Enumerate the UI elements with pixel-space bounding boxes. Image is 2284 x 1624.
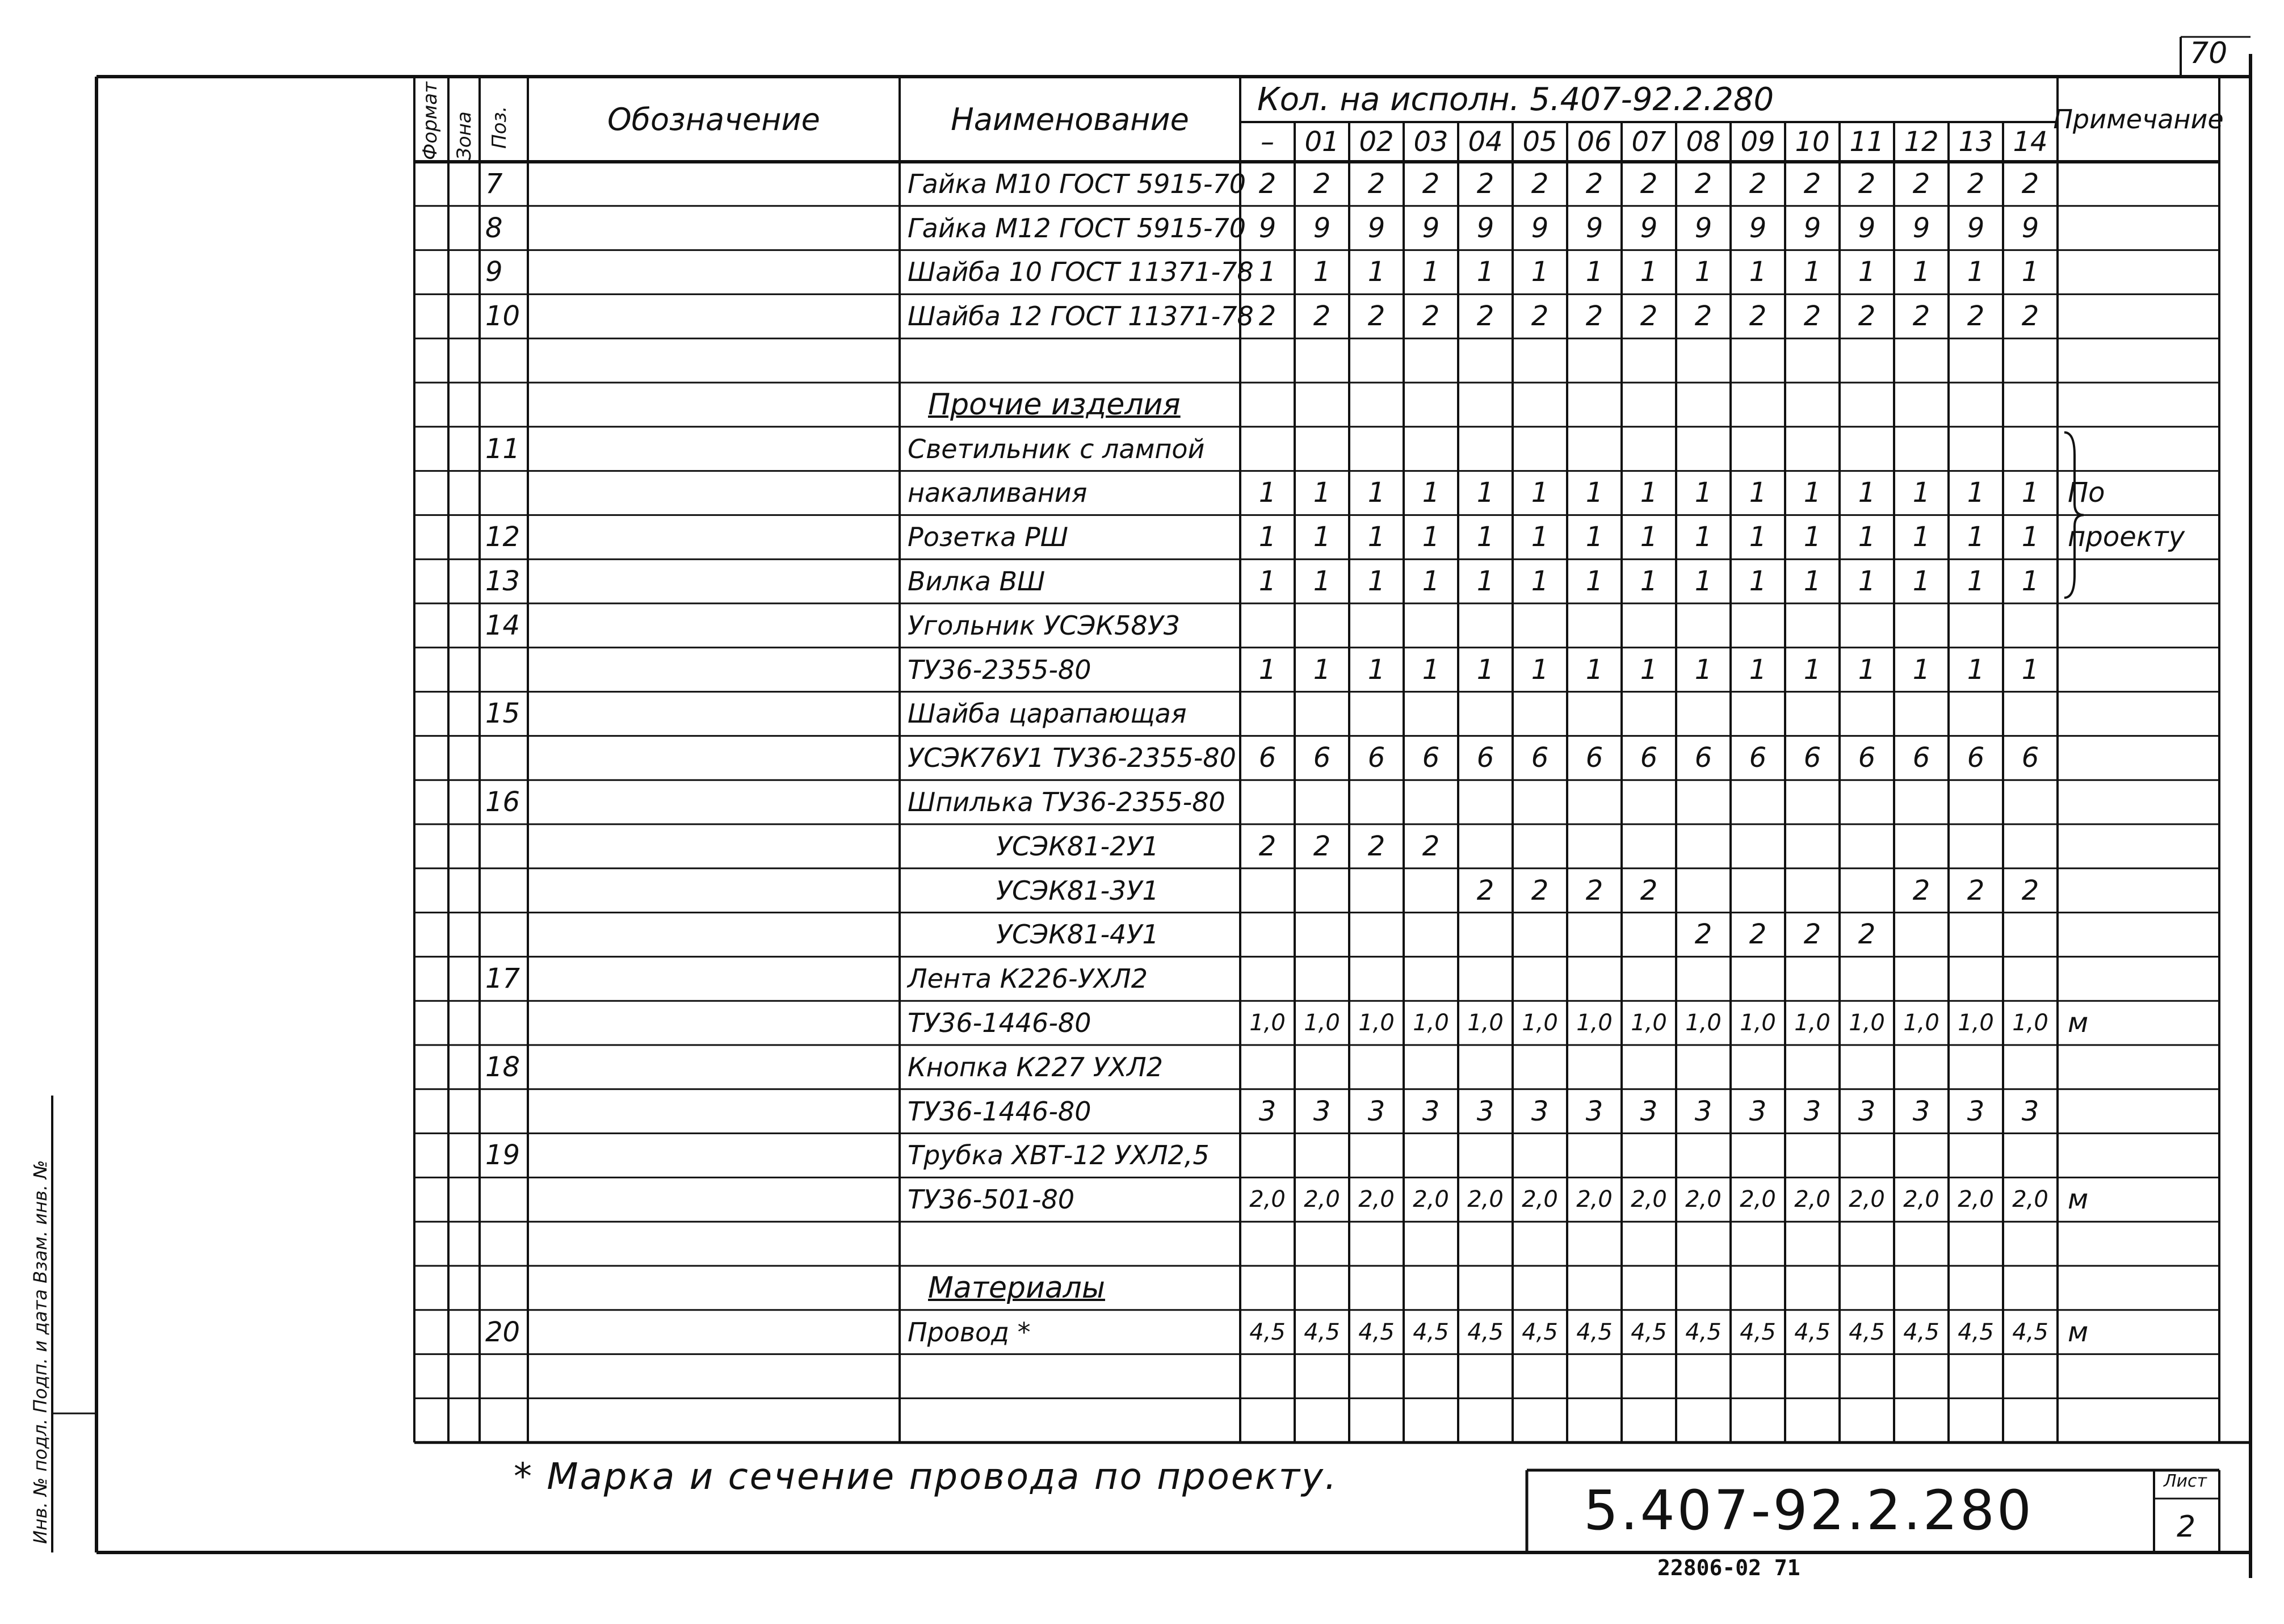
row-note: По	[2068, 477, 2105, 509]
row-qty: 2,0	[1903, 1186, 1939, 1213]
row-qty: 1,0	[1304, 1010, 1340, 1036]
row-qty: 4,5	[1740, 1319, 1776, 1345]
row-qty: 2	[1858, 918, 1876, 951]
row-name: Материалы	[928, 1270, 1105, 1305]
row-qty: 1	[1367, 521, 1385, 553]
header-note: Примечание	[2053, 103, 2224, 135]
row-position: 9	[485, 256, 503, 288]
row-qty: 2,0	[1413, 1186, 1449, 1213]
row-qty: 1,0	[1794, 1010, 1830, 1036]
row-qty: 2	[1967, 300, 1985, 333]
header-format: Формат	[419, 82, 442, 160]
row-name: Светильник с лампой	[908, 433, 1205, 464]
row-qty: 1	[1858, 521, 1876, 553]
row-qty: 1,0	[2012, 1010, 2048, 1036]
row-qty: 2	[1531, 874, 1549, 907]
row-qty: 2	[1313, 830, 1331, 862]
row-qty: 2	[1258, 167, 1277, 200]
row-note: м	[2068, 1316, 2089, 1348]
footnote: * Марка и сечение провода по проекту.	[514, 1456, 1338, 1498]
header-zone: Зона	[453, 111, 476, 160]
row-qty: 9	[1694, 212, 1712, 244]
row-qty: 3	[1422, 1095, 1440, 1127]
row-qty: 4,5	[1358, 1319, 1395, 1345]
row-qty: 2	[2021, 874, 2039, 907]
row-qty: 2	[1313, 300, 1331, 333]
header-designation: Обозначение	[607, 101, 820, 137]
row-qty: 4,5	[1849, 1319, 1885, 1345]
row-qty: 6	[1694, 742, 1712, 774]
row-name: Прочие изделия	[928, 387, 1181, 422]
row-qty: 1	[1258, 521, 1277, 553]
row-qty: 2	[1749, 300, 1767, 333]
row-qty: 9	[1531, 212, 1549, 244]
row-position: 10	[485, 300, 520, 333]
row-qty: 4,5	[1903, 1319, 1939, 1345]
row-qty: 1	[1912, 477, 1930, 509]
row-qty: 9	[1258, 212, 1277, 244]
row-qty: 1,0	[1685, 1010, 1722, 1036]
row-qty: 2	[1640, 874, 1658, 907]
row-qty: 2	[1694, 300, 1712, 333]
row-qty: 1,0	[1413, 1010, 1449, 1036]
row-qty: 4,5	[1794, 1319, 1830, 1345]
row-qty: 2,0	[1740, 1186, 1776, 1213]
row-qty: 2,0	[1358, 1186, 1395, 1213]
row-qty: 2,0	[2012, 1186, 2048, 1213]
sheet-label: Лист	[2164, 1471, 2207, 1491]
row-qty: 1,0	[1522, 1010, 1558, 1036]
row-position: 20	[485, 1316, 520, 1348]
row-qty: 6	[1585, 742, 1603, 774]
row-qty: 6	[1476, 742, 1494, 774]
row-qty: 3	[1367, 1095, 1385, 1127]
header-variant: 01	[1304, 126, 1340, 158]
row-qty: 3	[1912, 1095, 1930, 1127]
row-position: 8	[485, 212, 503, 244]
row-qty: 6	[1531, 742, 1549, 774]
row-qty: 1	[1803, 653, 1821, 686]
row-qty: 1	[1313, 521, 1331, 553]
row-name: ТУ36-1446-80	[908, 1008, 1091, 1039]
row-qty: 1	[2021, 256, 2039, 288]
row-qty: 9	[1803, 212, 1821, 244]
row-qty: 2	[1585, 300, 1603, 333]
row-qty: 1	[1476, 477, 1494, 509]
header-variant: 14	[2013, 126, 2048, 158]
row-qty: 1	[2021, 521, 2039, 553]
row-qty: 6	[1749, 742, 1767, 774]
row-qty: 4,5	[1522, 1319, 1558, 1345]
row-qty: 2	[1803, 300, 1821, 333]
header-qty-title: Кол. на исполн. 5.407-92.2.280	[1257, 81, 1774, 118]
row-position: 16	[485, 786, 520, 819]
row-position: 19	[485, 1139, 520, 1172]
row-qty: 6	[1803, 742, 1821, 774]
row-qty: 1,0	[1358, 1010, 1395, 1036]
row-qty: 1	[1585, 565, 1603, 598]
header-variant: 05	[1522, 126, 1557, 158]
row-qty: 4,5	[1631, 1319, 1667, 1345]
row-name: УСЭК81-3У1	[996, 875, 1159, 906]
row-qty: 2	[1367, 167, 1385, 200]
row-qty: 4,5	[1576, 1319, 1613, 1345]
row-qty: 2	[1367, 300, 1385, 333]
row-qty: 2	[1749, 167, 1767, 200]
row-qty: 1	[1258, 477, 1277, 509]
side-stamp: Инв. № подл. Подп. и дата Взам. инв. №	[30, 1160, 51, 1544]
row-qty: 1	[1422, 653, 1440, 686]
row-qty: 2	[1803, 167, 1821, 200]
row-qty: 1	[1367, 565, 1385, 598]
row-qty: 9	[1476, 212, 1494, 244]
row-qty: 2	[1367, 830, 1385, 862]
row-qty: 9	[1422, 212, 1440, 244]
row-qty: 2,0	[1631, 1186, 1667, 1213]
row-name: ТУ36-501-80	[908, 1184, 1075, 1215]
row-name: Кнопка К227 УХЛ2	[908, 1051, 1164, 1082]
row-qty: 6	[1422, 742, 1440, 774]
row-qty: 1	[1313, 477, 1331, 509]
row-qty: 1	[1749, 521, 1767, 553]
row-qty: 9	[1912, 212, 1930, 244]
header-name: Наименование	[951, 101, 1189, 137]
row-name: ТУ36-1446-80	[908, 1096, 1091, 1127]
row-qty: 1	[2021, 477, 2039, 509]
header-variant: –	[1261, 126, 1274, 158]
row-qty: 2,0	[1849, 1186, 1885, 1213]
row-qty: 1	[1531, 653, 1549, 686]
row-position: 14	[485, 609, 520, 641]
row-name: Гайка М10 ГОСТ 5915-70	[908, 168, 1246, 199]
row-name: Шайба 12 ГОСТ 11371-78	[908, 301, 1254, 332]
row-qty: 3	[1476, 1095, 1494, 1127]
row-qty: 3	[1313, 1095, 1331, 1127]
row-qty: 2	[1967, 167, 1985, 200]
row-position: 12	[485, 521, 520, 553]
row-qty: 3	[1803, 1095, 1821, 1127]
header-variant: 11	[1849, 126, 1884, 158]
row-qty: 1	[1803, 521, 1821, 553]
row-qty: 1,0	[1249, 1010, 1286, 1036]
row-qty: 3	[1967, 1095, 1985, 1127]
header-variant: 10	[1795, 126, 1830, 158]
row-qty: 1	[1967, 653, 1985, 686]
row-qty: 1	[1694, 565, 1712, 598]
row-name: ТУ36-2355-80	[908, 654, 1091, 685]
row-name: Трубка ХВТ-12 УХЛ2,5	[908, 1140, 1210, 1171]
row-qty: 9	[1749, 212, 1767, 244]
header-variant: 03	[1413, 126, 1449, 158]
row-qty: 1	[1858, 256, 1876, 288]
row-qty: 4,5	[1413, 1319, 1449, 1345]
row-qty: 1,0	[1631, 1010, 1667, 1036]
document-code: 5.407-92.2.280	[1584, 1479, 2034, 1542]
row-qty: 9	[1313, 212, 1331, 244]
row-name: Шпилька ТУ36-2355-80	[908, 787, 1225, 818]
row-qty: 2	[1531, 300, 1549, 333]
row-qty: 1	[1422, 565, 1440, 598]
row-qty: 6	[1367, 742, 1385, 774]
row-qty: 1	[1749, 565, 1767, 598]
row-qty: 1	[1585, 521, 1603, 553]
row-position: 17	[485, 963, 520, 995]
row-qty: 2,0	[1304, 1186, 1340, 1213]
row-qty: 4,5	[1304, 1319, 1340, 1345]
row-qty: 9	[1640, 212, 1658, 244]
row-position: 18	[485, 1051, 520, 1083]
row-qty: 1	[1422, 477, 1440, 509]
row-qty: 9	[1858, 212, 1876, 244]
row-position: 15	[485, 698, 520, 730]
row-qty: 2	[1912, 167, 1930, 200]
row-qty: 2	[1640, 167, 1658, 200]
row-qty: 2,0	[1576, 1186, 1613, 1213]
row-qty: 6	[1640, 742, 1658, 774]
row-name: Шайба царапающая	[908, 698, 1187, 729]
header-variant: 02	[1359, 126, 1394, 158]
row-qty: 1,0	[1576, 1010, 1613, 1036]
row-name: УСЭК76У1 ТУ36-2355-80	[908, 742, 1236, 774]
row-qty: 4,5	[1958, 1319, 1994, 1345]
row-name: Шайба 10 ГОСТ 11371-78	[908, 257, 1254, 288]
row-position: 11	[485, 433, 520, 465]
row-name: Вилка ВШ	[908, 566, 1046, 597]
row-qty: 1	[1531, 256, 1549, 288]
row-qty: 9	[1367, 212, 1385, 244]
row-qty: 2	[1531, 167, 1549, 200]
row-name: УСЭК81-2У1	[996, 830, 1159, 862]
row-qty: 2	[1258, 830, 1277, 862]
row-qty: 4,5	[2012, 1319, 2048, 1345]
row-qty: 1	[1640, 521, 1658, 553]
row-qty: 1	[1531, 521, 1549, 553]
row-qty: 2	[1313, 167, 1331, 200]
row-name: Лента К226-УХЛ2	[908, 963, 1148, 994]
row-qty: 4,5	[1249, 1319, 1286, 1345]
row-qty: 2	[1749, 918, 1767, 951]
row-qty: 1,0	[1958, 1010, 1994, 1036]
header-variant: 06	[1577, 126, 1612, 158]
row-qty: 2	[1476, 874, 1494, 907]
row-qty: 6	[2021, 742, 2039, 774]
row-note: проекту	[2068, 521, 2185, 553]
row-qty: 9	[1967, 212, 1985, 244]
row-qty: 1	[1585, 477, 1603, 509]
row-qty: 1	[1531, 477, 1549, 509]
row-qty: 1	[1640, 653, 1658, 686]
row-qty: 1	[1803, 256, 1821, 288]
row-qty: 3	[1531, 1095, 1549, 1127]
row-position: 7	[485, 167, 503, 200]
row-qty: 2,0	[1249, 1186, 1286, 1213]
row-qty: 1	[1858, 565, 1876, 598]
row-qty: 1	[1476, 565, 1494, 598]
row-qty: 2	[1694, 918, 1712, 951]
header-variant: 04	[1468, 126, 1503, 158]
row-qty: 1	[1313, 653, 1331, 686]
row-qty: 1	[1967, 477, 1985, 509]
row-qty: 1	[1803, 477, 1821, 509]
row-qty: 1	[1694, 477, 1712, 509]
row-qty: 1	[1367, 477, 1385, 509]
row-qty: 6	[1858, 742, 1876, 774]
row-qty: 6	[1313, 742, 1331, 774]
row-qty: 1,0	[1740, 1010, 1776, 1036]
row-qty: 1	[1476, 521, 1494, 553]
row-name: УСЭК81-4У1	[996, 919, 1159, 950]
row-qty: 1	[1531, 565, 1549, 598]
row-qty: 1	[1912, 653, 1930, 686]
row-qty: 2	[2021, 167, 2039, 200]
row-qty: 1	[2021, 653, 2039, 686]
header-variant: 08	[1686, 126, 1721, 158]
row-qty: 1	[1258, 256, 1277, 288]
row-qty: 2	[1912, 300, 1930, 333]
header-variant: 13	[1958, 126, 1993, 158]
row-qty: 1	[1749, 653, 1767, 686]
row-qty: 1	[1694, 653, 1712, 686]
row-qty: 2	[1803, 918, 1821, 951]
row-qty: 1	[1313, 565, 1331, 598]
row-name: Розетка РШ	[908, 522, 1068, 553]
row-qty: 4,5	[1467, 1319, 1504, 1345]
row-qty: 2	[1967, 874, 1985, 907]
row-qty: 3	[1585, 1095, 1603, 1127]
row-qty: 2	[1912, 874, 1930, 907]
row-qty: 2	[1476, 167, 1494, 200]
row-qty: 2,0	[1685, 1186, 1722, 1213]
row-qty: 6	[1258, 742, 1277, 774]
row-qty: 1	[1912, 256, 1930, 288]
row-qty: 2	[1476, 300, 1494, 333]
row-qty: 1	[1367, 653, 1385, 686]
row-qty: 1	[1749, 256, 1767, 288]
header-variant: 07	[1631, 126, 1666, 158]
row-qty: 1	[1694, 256, 1712, 288]
row-qty: 4,5	[1685, 1319, 1722, 1345]
row-qty: 1	[1585, 653, 1603, 686]
row-qty: 3	[1258, 1095, 1277, 1127]
sheet-number: 2	[2177, 1510, 2196, 1544]
row-qty: 2,0	[1467, 1186, 1504, 1213]
header-variant: 12	[1904, 126, 1939, 158]
row-qty: 1	[1749, 477, 1767, 509]
row-qty: 3	[2021, 1095, 2039, 1127]
row-qty: 1	[1640, 256, 1658, 288]
row-qty: 2	[1258, 300, 1277, 333]
row-qty: 1,0	[1467, 1010, 1504, 1036]
row-qty: 1,0	[1903, 1010, 1939, 1036]
row-qty: 1	[1967, 565, 1985, 598]
row-qty: 9	[2021, 212, 2039, 244]
row-qty: 3	[1749, 1095, 1767, 1127]
row-qty: 2,0	[1794, 1186, 1830, 1213]
row-qty: 1	[1422, 256, 1440, 288]
row-qty: 2	[1694, 167, 1712, 200]
header-pos: Поз.	[488, 106, 511, 149]
row-qty: 6	[1912, 742, 1930, 774]
row-qty: 3	[1858, 1095, 1876, 1127]
row-name: накаливания	[908, 477, 1088, 509]
row-qty: 1	[1585, 256, 1603, 288]
row-name: Угольник УСЭК58У3	[908, 610, 1180, 641]
row-qty: 2	[1585, 874, 1603, 907]
row-name: Провод *	[908, 1316, 1031, 1348]
bottom-code: 22806-02 71	[1657, 1555, 1800, 1580]
row-qty: 2	[1585, 167, 1603, 200]
row-qty: 1	[1858, 477, 1876, 509]
row-qty: 1	[1640, 565, 1658, 598]
row-qty: 9	[1585, 212, 1603, 244]
row-qty: 2	[1422, 167, 1440, 200]
row-qty: 1	[1912, 565, 1930, 598]
row-qty: 2	[1640, 300, 1658, 333]
row-qty: 1	[1313, 256, 1331, 288]
row-name: Гайка М12 ГОСТ 5915-70	[908, 212, 1246, 244]
row-qty: 1	[1803, 565, 1821, 598]
row-position: 13	[485, 565, 520, 598]
row-qty: 2	[1858, 167, 1876, 200]
header-variant: 09	[1740, 126, 1775, 158]
row-qty: 2	[1422, 300, 1440, 333]
row-qty: 1	[1258, 653, 1277, 686]
row-qty: 2,0	[1522, 1186, 1558, 1213]
row-qty: 6	[1967, 742, 1985, 774]
row-qty: 1	[1422, 521, 1440, 553]
row-qty: 1	[1476, 256, 1494, 288]
row-qty: 1	[1967, 521, 1985, 553]
row-qty: 1	[1912, 521, 1930, 553]
page-number: 70	[2190, 36, 2228, 70]
row-qty: 3	[1640, 1095, 1658, 1127]
row-qty: 1	[1967, 256, 1985, 288]
row-qty: 1	[1476, 653, 1494, 686]
row-note: м	[2068, 1184, 2089, 1216]
row-qty: 1	[1694, 521, 1712, 553]
row-qty: 3	[1694, 1095, 1712, 1127]
row-qty: 1	[2021, 565, 2039, 598]
row-qty: 2,0	[1958, 1186, 1994, 1213]
row-qty: 1,0	[1849, 1010, 1885, 1036]
row-qty: 1	[1367, 256, 1385, 288]
row-note: м	[2068, 1007, 2089, 1039]
row-qty: 2	[1422, 830, 1440, 862]
row-qty: 1	[1258, 565, 1277, 598]
row-qty: 1	[1858, 653, 1876, 686]
row-qty: 2	[1858, 300, 1876, 333]
row-qty: 1	[1640, 477, 1658, 509]
row-qty: 2	[2021, 300, 2039, 333]
